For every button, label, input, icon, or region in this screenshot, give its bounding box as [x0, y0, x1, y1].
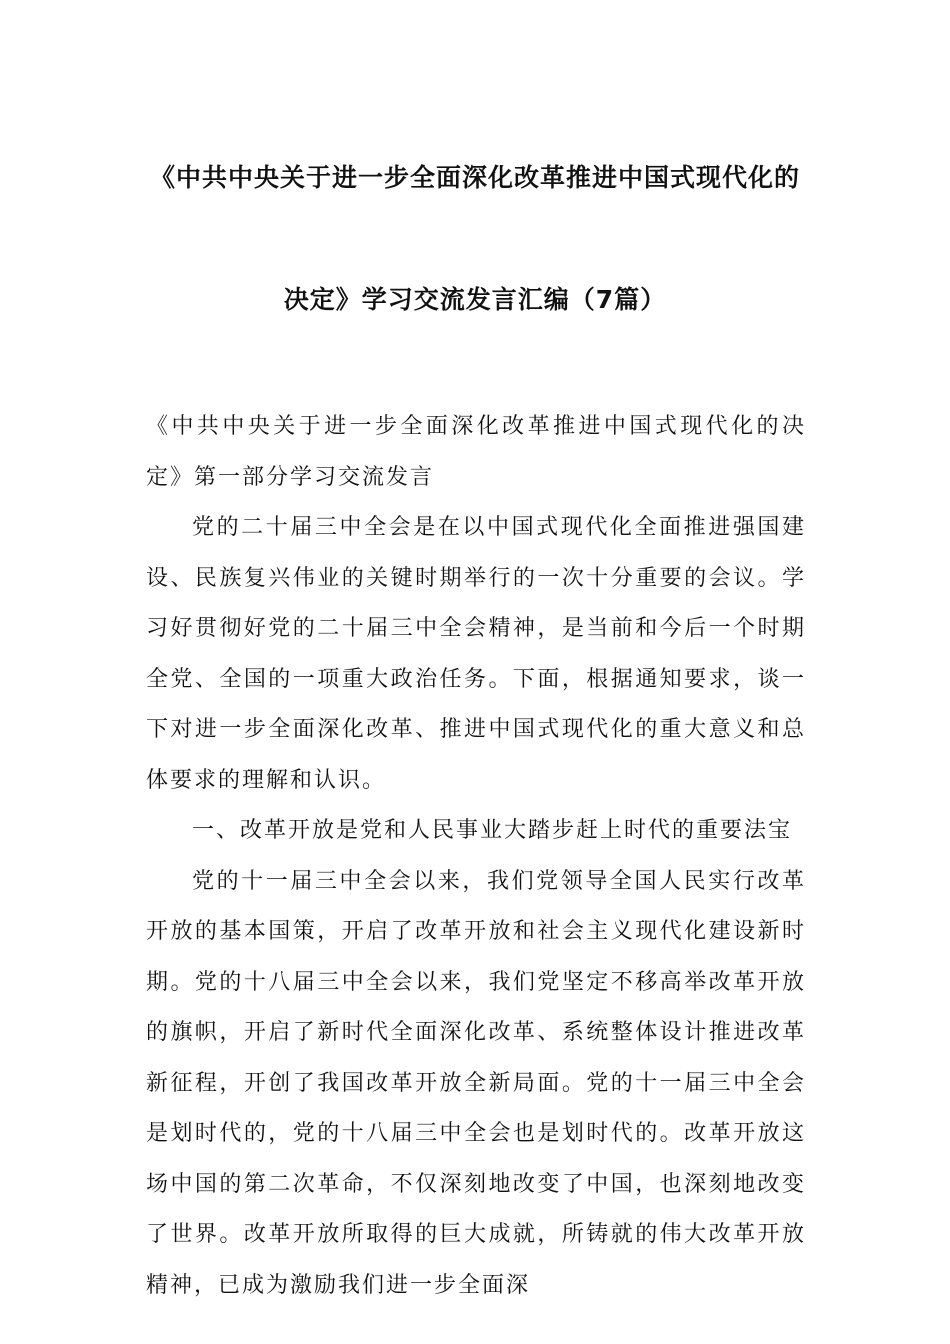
- document-title-line-1: 《中共中央关于进一步全面深化改革推进中国式现代化的: [149, 163, 800, 192]
- document-title-line-2: 决定》学习交流发言汇编（7篇）: [283, 285, 667, 314]
- body-paragraph: 党的十一届三中全会以来，我们党领导全国人民实行改革开放的基本国策，开启了改革开放和社会主义现代化建设新时期。党的十八届三中全会以来，我们党坚定不移高举改革开放的旗帜，开启了新时代全面深化改革、系统整体设计推进改革新征程，开创了我国改革开放全新局面。党的十一届三中全会是划时代的，党的十八届三中全会也是划时代的。改革开放这场中国的第二次革命，不仅深刻地改变了中国，也深刻地改变了世界。改革开放所取得的巨大成就，所铸就的伟大改革开放精神，已成为激励我们进一步全面深: [146, 868, 806, 1298]
- subsection-heading: 一、改革开放是党和人民事业大踏步赶上时代的重要法宝: [192, 818, 793, 843]
- section-heading-paragraph: 《中共中央关于进一步全面深化改革推进中国式现代化的决定》第一部分学习交流发言: [146, 414, 806, 490]
- document-body: [146, 402, 806, 1311]
- body-paragraph: 党的二十届三中全会是在以中国式现代化全面推进强国建设、民族复兴伟业的关键时期举行的一次十分重要的会议。学习好贯彻好党的二十届三中全会精神，是当前和今后一个时期全党、全国的一项重大政治任务。下面，根据通知要求，谈一下对进一步全面深化改革、推进中国式现代化的重大意义和总体要求的理解和认识。: [146, 515, 806, 793]
